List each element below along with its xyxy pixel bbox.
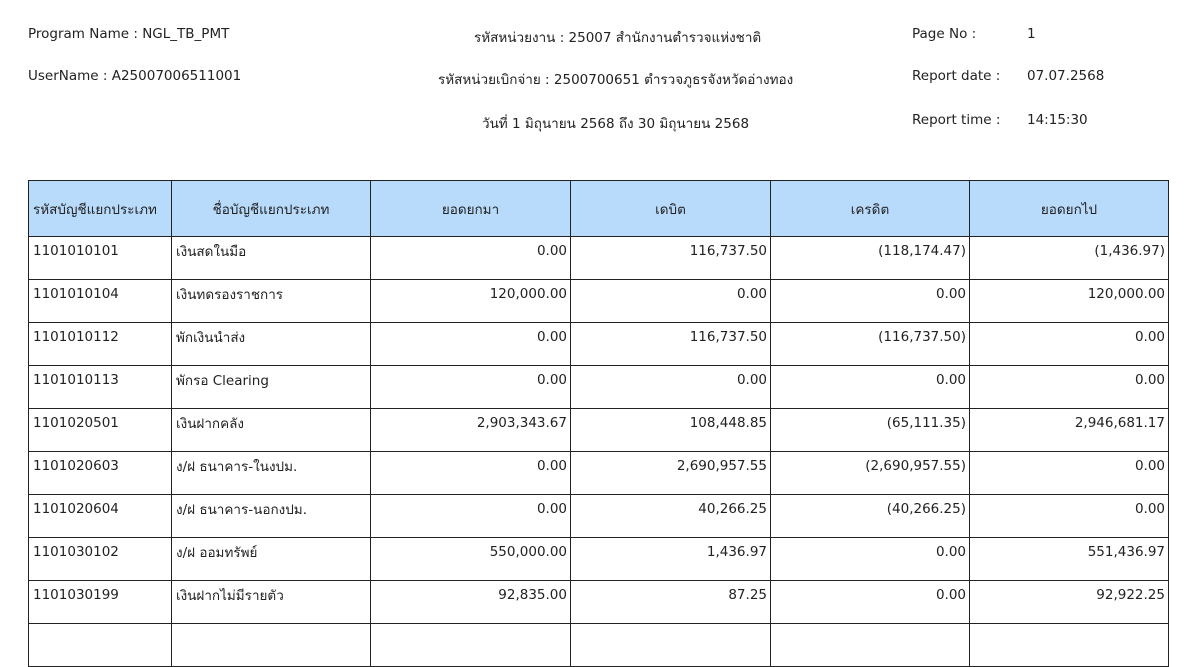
table-cell: 0.00: [371, 452, 571, 495]
table-cell: 87.25: [571, 581, 771, 624]
table-cell: 1101030102: [29, 538, 172, 581]
date-value: 07.07.2568: [1027, 68, 1105, 84]
table-cell: 0.00: [371, 366, 571, 409]
table-cell: 1101020604: [29, 495, 172, 538]
table-cell: (40,266.25): [771, 495, 970, 538]
table-cell: ง/ฝ ออมทรัพย์: [172, 538, 371, 581]
username: UserName : A25007006511001: [28, 68, 242, 84]
table-cell: 116,737.50: [571, 237, 771, 280]
table-cell: 1101020501: [29, 409, 172, 452]
table-cell: 550,000.00: [371, 538, 571, 581]
table-cell: ง/ฝ ธนาคาร-นอกงปม.: [172, 495, 371, 538]
column-header: รหัสบัญชีแยกประเภท: [29, 181, 172, 237]
table-cell: 108,448.85: [571, 409, 771, 452]
column-header: ชื่อบัญชีแยกประเภท: [172, 181, 371, 237]
program-name: Program Name : NGL_TB_PMT: [28, 26, 230, 42]
table-cell: เงินฝากไม่มีรายตัว: [172, 581, 371, 624]
table-cell: 1101010113: [29, 366, 172, 409]
table-cell: 120,000.00: [371, 280, 571, 323]
agency: รหัสหน่วยงาน : 25007 สำนักงานตำรวจแห่งชาติ: [474, 30, 762, 46]
table-cell: เงินฝากคลัง: [172, 409, 371, 452]
time-label: Report time :: [912, 112, 1001, 128]
table-cell: (116,737.50): [771, 323, 970, 366]
table-cell: 551,436.97: [970, 538, 1169, 581]
table-cell: 0.00: [970, 452, 1169, 495]
page-label: Page No :: [912, 26, 977, 42]
table-cell: 0.00: [970, 495, 1169, 538]
table-cell: 0.00: [371, 495, 571, 538]
table-row: [29, 409, 1169, 452]
table-row: [29, 495, 1169, 538]
table-cell: 0.00: [970, 366, 1169, 409]
disbursing-unit: รหัสหน่วยเบิกจ่าย : 2500700651 ตำรวจภูธรจังหวัดอ่างทอง: [438, 72, 794, 88]
table-cell: 0.00: [771, 280, 970, 323]
table-cell: 0.00: [371, 323, 571, 366]
table-cell: (118,174.47): [771, 237, 970, 280]
time-value: 14:15:30: [1027, 112, 1088, 128]
date-label: Report date :: [912, 68, 1001, 84]
table-cell: 0.00: [771, 366, 970, 409]
table-header-row: [29, 181, 1169, 237]
table-cell: 0.00: [571, 366, 771, 409]
table-cell: เงินสดในมือ: [172, 237, 371, 280]
table-cell: เงินทดรองราชการ: [172, 280, 371, 323]
table-row: [29, 581, 1169, 624]
table-cell: 1101020603: [29, 452, 172, 495]
table-cell: 92,835.00: [371, 581, 571, 624]
report-period: วันที่ 1 มิถุนายน 2568 ถึง 30 มิถุนายน 2568: [482, 116, 750, 132]
column-header: ยอดยกไป: [970, 181, 1169, 237]
table-row: [29, 280, 1169, 323]
page-value: 1: [1027, 26, 1036, 42]
table-cell: 0.00: [371, 237, 571, 280]
table-cell: 1101010101: [29, 237, 172, 280]
table-row: [29, 452, 1169, 495]
column-header: เดบิต: [571, 181, 771, 237]
table-cell: 1101010112: [29, 323, 172, 366]
table-cell: (65,111.35): [771, 409, 970, 452]
table-cell: ง/ฝ ธนาคาร-ในงปม.: [172, 452, 371, 495]
table-cell: 40,266.25: [571, 495, 771, 538]
table-cell: พักเงินนำส่ง: [172, 323, 371, 366]
table-cell: 2,903,343.67: [371, 409, 571, 452]
table-cell: 0.00: [771, 581, 970, 624]
table-cell: 2,690,957.55: [571, 452, 771, 495]
table-cell: 92,922.25: [970, 581, 1169, 624]
table-row: [29, 237, 1169, 280]
table-row: [29, 538, 1169, 581]
column-header: ยอดยกมา: [371, 181, 571, 237]
trial-balance-table: [28, 180, 1169, 667]
column-header: เครดิต: [771, 181, 970, 237]
table-cell: 0.00: [771, 538, 970, 581]
table-row: [29, 366, 1169, 409]
table-cell: 116,737.50: [571, 323, 771, 366]
table-cell: (1,436.97): [970, 237, 1169, 280]
table-cell: พักรอ Clearing: [172, 366, 371, 409]
table-cell: 1,436.97: [571, 538, 771, 581]
table-cell: 0.00: [970, 323, 1169, 366]
table-cell: 0.00: [571, 280, 771, 323]
table-cell: 120,000.00: [970, 280, 1169, 323]
table-cell: (2,690,957.55): [771, 452, 970, 495]
table-cell: 1101010104: [29, 280, 172, 323]
table-cell: 2,946,681.17: [970, 409, 1169, 452]
table-cell: 1101030199: [29, 581, 172, 624]
table-row: [29, 323, 1169, 366]
